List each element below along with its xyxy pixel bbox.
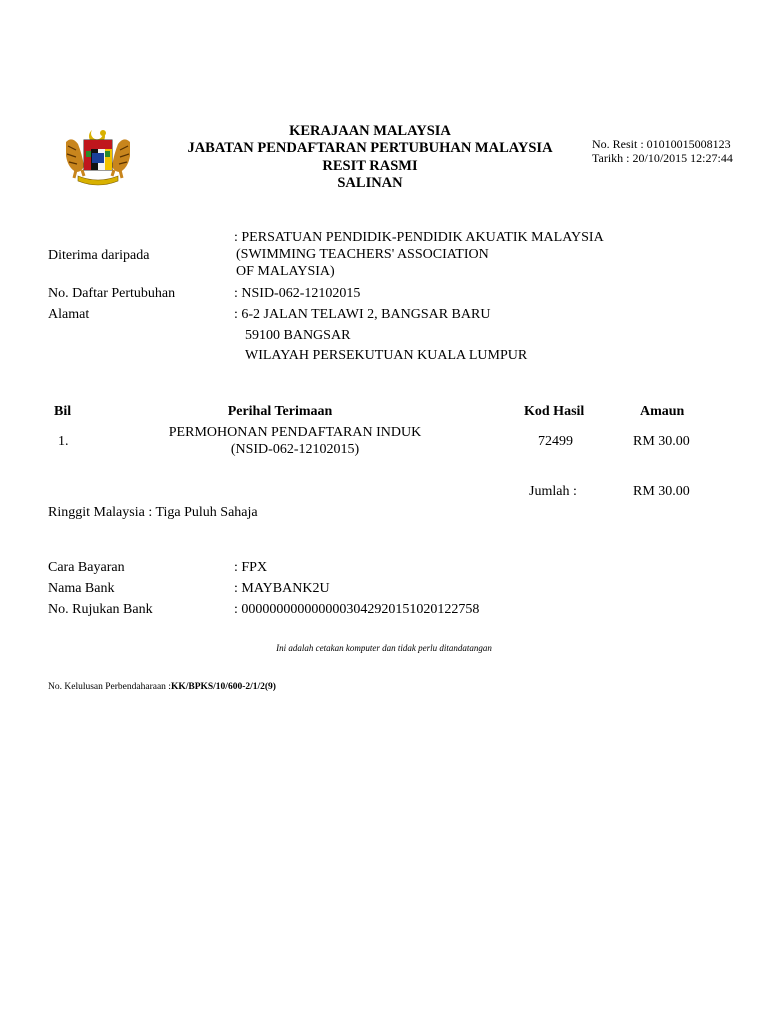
jumlah-label: Jumlah : [529, 484, 577, 499]
diterima-value-line1: : PERSATUAN PENDIDIK-PENDIDIK AKUATIK MALAYSIA [234, 230, 604, 245]
nama-bank-value: : MAYBANK2U [234, 581, 330, 596]
table-row-perihal-line2: (NSID-062-12102015) [230, 442, 360, 457]
header-title-resit: RESIT RASMI [322, 158, 418, 174]
kelulusan-value: KK/BPKS/10/600-2/1/2(9) [170, 682, 276, 692]
table-row-amaun: RM 30.00 [633, 434, 690, 449]
ringgit-words: Ringgit Malaysia : Tiga Puluh Sahaja [48, 505, 258, 520]
daftar-value: : NSID-062-12102015 [234, 286, 361, 301]
alamat-value-line3: WILAYAH PERSEKUTUAN KUALA LUMPUR [245, 348, 528, 363]
daftar-label: No. Daftar Pertubuhan [48, 286, 176, 301]
header-title-salinan: SALINAN [337, 175, 403, 191]
computer-print-note: Ini adalah cetakan komputer dan tidak perlu ditandatangan [276, 643, 492, 653]
alamat-label: Alamat [48, 307, 90, 322]
cara-bayaran-label: Cara Bayaran [48, 560, 125, 575]
table-header-perihal: Perihal Terimaan [227, 404, 333, 419]
header-title-kerajaan: KERAJAAN MALAYSIA [289, 123, 451, 139]
table-header-bil: Bil [54, 404, 72, 419]
nama-bank-label: Nama Bank [48, 581, 115, 596]
alamat-value-line2: 59100 BANGSAR [245, 328, 351, 343]
alamat-value-line1: : 6-2 JALAN TELAWI 2, BANGSAR BARU [234, 307, 491, 322]
receipt-date: Tarikh : 20/10/2015 12:27:44 [592, 151, 733, 165]
rujukan-bank-value: : 0000000000000003042920151020122758 [234, 602, 480, 617]
coat-of-arms-logo [62, 124, 134, 190]
header-title-jabatan: JABATAN PENDAFTARAN PERTUBUHAN MALAYSIA [187, 140, 553, 156]
kelulusan-label: No. Kelulusan Perbendaharaan : [48, 682, 171, 692]
rujukan-bank-label: No. Rujukan Bank [48, 602, 153, 617]
cara-bayaran-value: : FPX [234, 560, 268, 575]
diterima-value-line3: OF MALAYSIA) [236, 264, 335, 279]
table-row-bil: 1. [58, 434, 69, 449]
jumlah-value: RM 30.00 [633, 484, 690, 499]
kelulusan-footer [48, 682, 276, 692]
table-header-amaun: Amaun [640, 404, 685, 419]
table-row-perihal-line1: PERMOHONAN PENDAFTARAN INDUK [168, 425, 422, 440]
receipt-number: No. Resit : 01010015008123 [592, 137, 731, 151]
table-header-kod: Kod Hasil [524, 404, 585, 419]
diterima-label: Diterima daripada [48, 248, 150, 263]
table-row-kod: 72499 [538, 434, 573, 449]
coat-of-arms-icon [62, 124, 134, 190]
diterima-value-line2: (SWIMMING TEACHERS' ASSOCIATION [236, 247, 489, 262]
